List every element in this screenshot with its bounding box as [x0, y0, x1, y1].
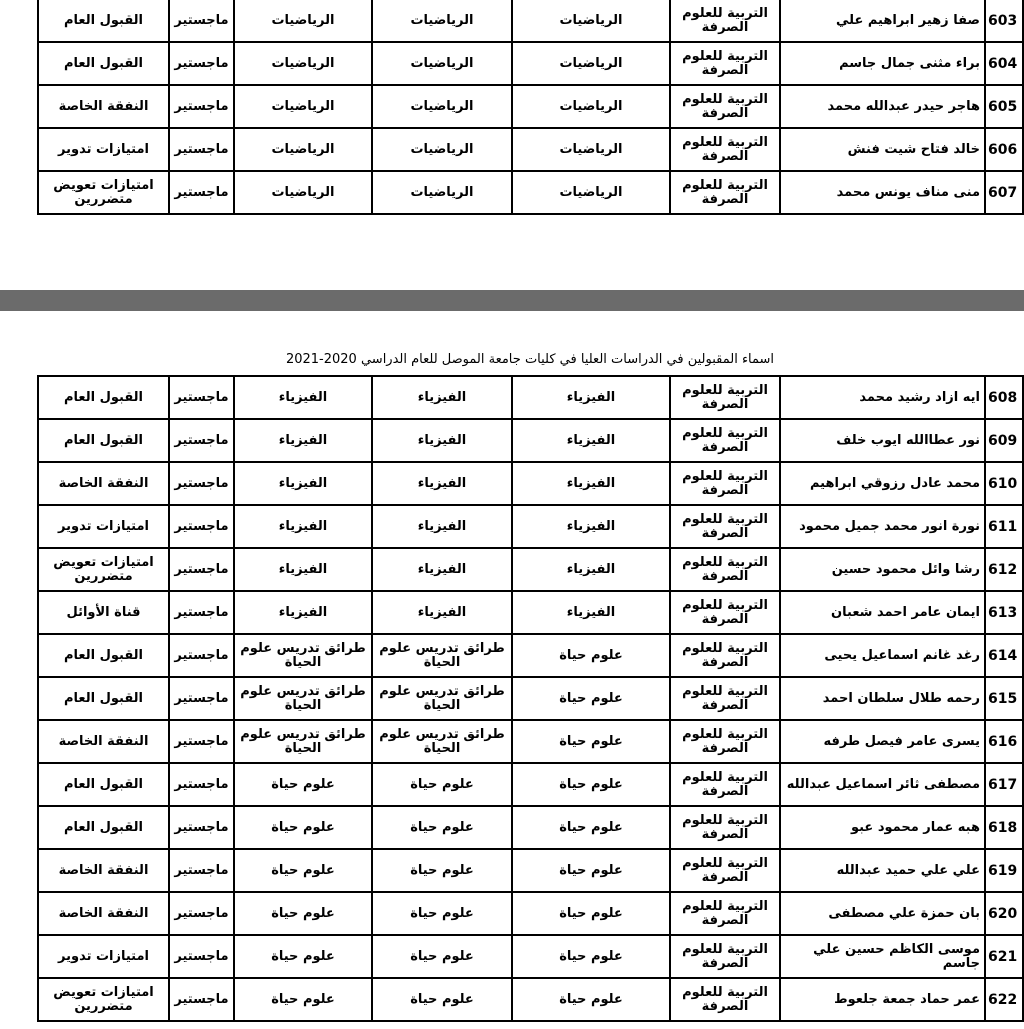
- department-cell: الفيزياء: [512, 548, 670, 591]
- college-cell: التربية للعلوم الصرفة: [670, 806, 780, 849]
- degree-cell: ماجستير: [169, 634, 234, 677]
- student-name: يسرى عامر فيصل طرفه: [780, 720, 985, 763]
- student-name: موسى الكاظم حسين علي جاسم: [780, 935, 985, 978]
- exact-specialization-cell: طرائق تدريس علوم الحياة: [234, 634, 372, 677]
- degree-cell: ماجستير: [169, 720, 234, 763]
- general-specialization-cell: الفيزياء: [372, 505, 512, 548]
- department-cell: علوم حياة: [512, 720, 670, 763]
- student-name: محمد عادل رزوقي ابراهيم: [780, 462, 985, 505]
- admission-channel-cell: قناة الأوائل: [38, 591, 169, 634]
- department-cell: علوم حياة: [512, 763, 670, 806]
- row-number: 604: [985, 42, 1023, 85]
- degree-cell: ماجستير: [169, 677, 234, 720]
- department-cell: الفيزياء: [512, 462, 670, 505]
- department-cell: الفيزياء: [512, 591, 670, 634]
- table-row: [38, 720, 1023, 763]
- row-number: 615: [985, 677, 1023, 720]
- admission-channel-cell: القبول العام: [38, 806, 169, 849]
- student-name: نورة انور محمد جميل محمود: [780, 505, 985, 548]
- degree-cell: ماجستير: [169, 0, 234, 42]
- general-specialization-cell: الفيزياء: [372, 419, 512, 462]
- college-cell: التربية للعلوم الصرفة: [670, 634, 780, 677]
- student-name: علي علي حميد عبدالله: [780, 849, 985, 892]
- student-name: براء مثنى جمال جاسم: [780, 42, 985, 85]
- general-specialization-cell: علوم حياة: [372, 849, 512, 892]
- row-number: 608: [985, 376, 1023, 419]
- row-number: 616: [985, 720, 1023, 763]
- table-row: [38, 171, 1023, 214]
- exact-specialization-cell: علوم حياة: [234, 849, 372, 892]
- degree-cell: ماجستير: [169, 505, 234, 548]
- college-cell: التربية للعلوم الصرفة: [670, 171, 780, 214]
- degree-cell: ماجستير: [169, 892, 234, 935]
- department-cell: الرياضيات: [512, 42, 670, 85]
- general-specialization-cell: الرياضيات: [372, 85, 512, 128]
- table-row: [38, 42, 1023, 85]
- degree-cell: ماجستير: [169, 128, 234, 171]
- degree-cell: ماجستير: [169, 849, 234, 892]
- admission-channel-cell: القبول العام: [38, 376, 169, 419]
- general-specialization-cell: الفيزياء: [372, 462, 512, 505]
- student-name: منى مناف يونس محمد: [780, 171, 985, 214]
- row-number: 609: [985, 419, 1023, 462]
- department-cell: علوم حياة: [512, 935, 670, 978]
- degree-cell: ماجستير: [169, 462, 234, 505]
- table-row: [38, 677, 1023, 720]
- college-cell: التربية للعلوم الصرفة: [670, 978, 780, 1021]
- department-cell: علوم حياة: [512, 806, 670, 849]
- department-cell: الفيزياء: [512, 419, 670, 462]
- student-name: رحمه طلال سلطان احمد: [780, 677, 985, 720]
- college-cell: التربية للعلوم الصرفة: [670, 0, 780, 42]
- student-name: رشا وائل محمود حسين: [780, 548, 985, 591]
- exact-specialization-cell: طرائق تدريس علوم الحياة: [234, 720, 372, 763]
- table-row: [38, 419, 1023, 462]
- exact-specialization-cell: الرياضيات: [234, 85, 372, 128]
- degree-cell: ماجستير: [169, 978, 234, 1021]
- student-name: مصطفى ثائر اسماعيل عبدالله: [780, 763, 985, 806]
- college-cell: التربية للعلوم الصرفة: [670, 128, 780, 171]
- exact-specialization-cell: علوم حياة: [234, 892, 372, 935]
- degree-cell: ماجستير: [169, 376, 234, 419]
- admission-channel-cell: النفقة الخاصة: [38, 85, 169, 128]
- general-specialization-cell: طرائق تدريس علوم الحياة: [372, 720, 512, 763]
- exact-specialization-cell: الرياضيات: [234, 171, 372, 214]
- department-cell: الرياضيات: [512, 0, 670, 42]
- college-cell: التربية للعلوم الصرفة: [670, 85, 780, 128]
- student-name: عمر حماد جمعة جلعوط: [780, 978, 985, 1021]
- department-cell: علوم حياة: [512, 677, 670, 720]
- row-number: 614: [985, 634, 1023, 677]
- degree-cell: ماجستير: [169, 171, 234, 214]
- table-row: [38, 849, 1023, 892]
- general-specialization-cell: طرائق تدريس علوم الحياة: [372, 634, 512, 677]
- student-name: صفا زهير ابراهيم علي: [780, 0, 985, 42]
- department-cell: علوم حياة: [512, 634, 670, 677]
- exact-specialization-cell: الفيزياء: [234, 376, 372, 419]
- row-number: 605: [985, 85, 1023, 128]
- general-specialization-cell: علوم حياة: [372, 892, 512, 935]
- admission-channel-cell: القبول العام: [38, 419, 169, 462]
- student-name: رغد غانم اسماعيل يحيى: [780, 634, 985, 677]
- department-cell: الرياضيات: [512, 128, 670, 171]
- table-row: [38, 935, 1023, 978]
- college-cell: التربية للعلوم الصرفة: [670, 677, 780, 720]
- admission-channel-cell: امتيازات تعويض متضررين: [38, 978, 169, 1021]
- college-cell: التربية للعلوم الصرفة: [670, 591, 780, 634]
- admission-channel-cell: القبول العام: [38, 634, 169, 677]
- college-cell: التربية للعلوم الصرفة: [670, 505, 780, 548]
- admission-channel-cell: النفقة الخاصة: [38, 849, 169, 892]
- row-number: 619: [985, 849, 1023, 892]
- general-specialization-cell: الفيزياء: [372, 376, 512, 419]
- college-cell: التربية للعلوم الصرفة: [670, 892, 780, 935]
- exact-specialization-cell: علوم حياة: [234, 935, 372, 978]
- table-row: [38, 892, 1023, 935]
- student-name: ايمان عامر احمد شعبان: [780, 591, 985, 634]
- degree-cell: ماجستير: [169, 806, 234, 849]
- department-cell: علوم حياة: [512, 849, 670, 892]
- admission-channel-cell: القبول العام: [38, 0, 169, 42]
- degree-cell: ماجستير: [169, 548, 234, 591]
- general-specialization-cell: طرائق تدريس علوم الحياة: [372, 677, 512, 720]
- general-specialization-cell: الرياضيات: [372, 0, 512, 42]
- degree-cell: ماجستير: [169, 591, 234, 634]
- college-cell: التربية للعلوم الصرفة: [670, 42, 780, 85]
- student-name: بان حمزة علي مصطفى: [780, 892, 985, 935]
- general-specialization-cell: الفيزياء: [372, 591, 512, 634]
- general-specialization-cell: علوم حياة: [372, 763, 512, 806]
- admission-channel-cell: امتيازات تعويض متضررين: [38, 548, 169, 591]
- admission-channel-cell: النفقة الخاصة: [38, 892, 169, 935]
- department-cell: علوم حياة: [512, 892, 670, 935]
- admission-channel-cell: القبول العام: [38, 42, 169, 85]
- table-row: [38, 128, 1023, 171]
- row-number: 607: [985, 171, 1023, 214]
- admission-channel-cell: امتيازات تدوير: [38, 128, 169, 171]
- department-cell: الفيزياء: [512, 376, 670, 419]
- row-number: 612: [985, 548, 1023, 591]
- department-cell: الرياضيات: [512, 171, 670, 214]
- degree-cell: ماجستير: [169, 935, 234, 978]
- row-number: 621: [985, 935, 1023, 978]
- row-number: 611: [985, 505, 1023, 548]
- exact-specialization-cell: الرياضيات: [234, 42, 372, 85]
- general-specialization-cell: الرياضيات: [372, 171, 512, 214]
- section-title: اسماء المقبولين في الدراسات العليا في كليات جامعة الموصل للعام الدراسي 2020-2021: [285, 352, 775, 367]
- student-name: نور عطاالله ايوب خلف: [780, 419, 985, 462]
- college-cell: التربية للعلوم الصرفة: [670, 548, 780, 591]
- exact-specialization-cell: الرياضيات: [234, 0, 372, 42]
- table-row: [38, 462, 1023, 505]
- table-row: [38, 376, 1023, 419]
- admission-channel-cell: القبول العام: [38, 677, 169, 720]
- college-cell: التربية للعلوم الصرفة: [670, 419, 780, 462]
- department-cell: الفيزياء: [512, 505, 670, 548]
- table-row: [38, 806, 1023, 849]
- admission-channel-cell: النفقة الخاصة: [38, 720, 169, 763]
- row-number: 618: [985, 806, 1023, 849]
- table-row: [38, 85, 1023, 128]
- student-name: خالد فتاح شيت فنش: [780, 128, 985, 171]
- student-name: هبه عمار محمود عبو: [780, 806, 985, 849]
- bottom-results-table: [37, 375, 1024, 1022]
- row-number: 622: [985, 978, 1023, 1021]
- exact-specialization-cell: الفيزياء: [234, 419, 372, 462]
- general-specialization-cell: علوم حياة: [372, 978, 512, 1021]
- general-specialization-cell: علوم حياة: [372, 806, 512, 849]
- row-number: 617: [985, 763, 1023, 806]
- exact-specialization-cell: علوم حياة: [234, 763, 372, 806]
- row-number: 613: [985, 591, 1023, 634]
- admission-channel-cell: امتيازات تدوير: [38, 935, 169, 978]
- exact-specialization-cell: الفيزياء: [234, 591, 372, 634]
- college-cell: التربية للعلوم الصرفة: [670, 935, 780, 978]
- table-row: [38, 634, 1023, 677]
- student-name: ايه ازاد رشيد محمد: [780, 376, 985, 419]
- college-cell: التربية للعلوم الصرفة: [670, 720, 780, 763]
- degree-cell: ماجستير: [169, 419, 234, 462]
- exact-specialization-cell: علوم حياة: [234, 978, 372, 1021]
- general-specialization-cell: الفيزياء: [372, 548, 512, 591]
- exact-specialization-cell: علوم حياة: [234, 806, 372, 849]
- top-results-table: [37, 0, 1024, 215]
- table-row: [38, 978, 1023, 1021]
- general-specialization-cell: الرياضيات: [372, 128, 512, 171]
- department-cell: الرياضيات: [512, 85, 670, 128]
- degree-cell: ماجستير: [169, 85, 234, 128]
- row-number: 603: [985, 0, 1023, 42]
- admission-channel-cell: القبول العام: [38, 763, 169, 806]
- table-row: [38, 505, 1023, 548]
- college-cell: التربية للعلوم الصرفة: [670, 462, 780, 505]
- college-cell: التربية للعلوم الصرفة: [670, 763, 780, 806]
- college-cell: التربية للعلوم الصرفة: [670, 849, 780, 892]
- table-row: [38, 591, 1023, 634]
- table-row: [38, 548, 1023, 591]
- general-specialization-cell: علوم حياة: [372, 935, 512, 978]
- admission-channel-cell: النفقة الخاصة: [38, 462, 169, 505]
- exact-specialization-cell: الفيزياء: [234, 462, 372, 505]
- section-divider: [0, 290, 1024, 311]
- table-row: [38, 0, 1023, 42]
- row-number: 610: [985, 462, 1023, 505]
- exact-specialization-cell: الفيزياء: [234, 505, 372, 548]
- admission-channel-cell: امتيازات تدوير: [38, 505, 169, 548]
- exact-specialization-cell: طرائق تدريس علوم الحياة: [234, 677, 372, 720]
- admission-channel-cell: امتيازات تعويض متضررين: [38, 171, 169, 214]
- general-specialization-cell: الرياضيات: [372, 42, 512, 85]
- college-cell: التربية للعلوم الصرفة: [670, 376, 780, 419]
- table-row: [38, 763, 1023, 806]
- student-name: هاجر حيدر عبدالله محمد: [780, 85, 985, 128]
- exact-specialization-cell: الرياضيات: [234, 128, 372, 171]
- exact-specialization-cell: الفيزياء: [234, 548, 372, 591]
- degree-cell: ماجستير: [169, 763, 234, 806]
- row-number: 620: [985, 892, 1023, 935]
- row-number: 606: [985, 128, 1023, 171]
- degree-cell: ماجستير: [169, 42, 234, 85]
- department-cell: علوم حياة: [512, 978, 670, 1021]
